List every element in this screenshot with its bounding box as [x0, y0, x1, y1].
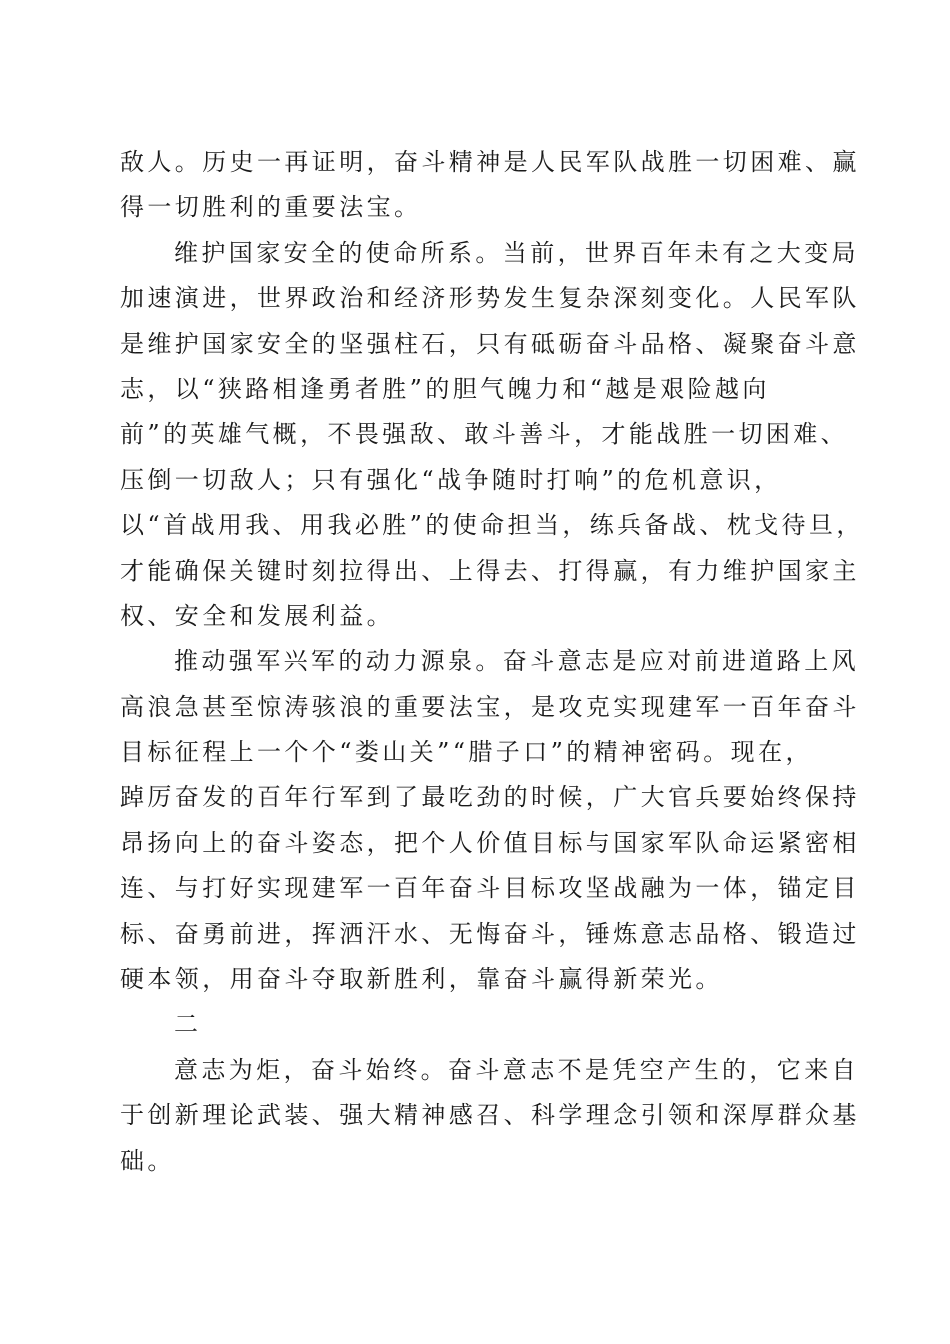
body-text — [120, 140, 864, 1184]
section-number: 二 — [174, 1010, 202, 1039]
text-line: 敌人。历史一再证明，奋斗精神是人民军队战胜一切困难、赢 — [120, 148, 860, 176]
text-line: 昂扬向上的奋斗姿态，把个人价值目标与国家军队命运紧密相 — [120, 828, 860, 857]
text-line: 础。 — [120, 1146, 175, 1175]
text-line: 以“首战用我、用我必胜”的使命担当，练兵备战、枕戈待旦， — [120, 511, 864, 540]
text-line: 压倒一切敌人；只有强化“战争随时打响”的危机意识， — [120, 465, 782, 494]
paragraph-heading-line: 维护国家安全的使命所系。当前，世界百年未有之大变局 — [174, 238, 859, 267]
paragraph-heading-line: 推动强军兴军的动力源泉。奋斗意志是应对前进道路上风 — [174, 647, 859, 676]
text-line: 于创新理论武装、强大精神感召、科学理念引领和深厚群众基 — [120, 1101, 860, 1130]
text-line: 得一切胜利的重要法宝。 — [120, 193, 422, 222]
text-line: 标、奋勇前进，挥洒汗水、无悔奋斗，锤炼意志品格、锻造过 — [120, 919, 860, 948]
text-line: 才能确保关键时刻拉得出、上得去、打得赢，有力维护国家主 — [120, 556, 860, 585]
text-line: 加速演进，世界政治和经济形势发生复杂深刻变化。人民军队 — [120, 284, 860, 313]
text-line: 高浪急甚至惊涛骇浪的重要法宝，是攻克实现建军一百年奋斗 — [120, 692, 860, 721]
text-line: 连、与打好实现建军一百年奋斗目标攻坚战融为一体，锚定目 — [120, 874, 860, 903]
text-line: 前”的英雄气概，不畏强敌、敢斗善斗，才能战胜一切困难、 — [120, 420, 849, 449]
text-line: 硬本领，用奋斗夺取新胜利，靠奋斗赢得新荣光。 — [120, 965, 723, 994]
paragraph-heading-line: 意志为炬，奋斗始终。奋斗意志不是凭空产生的，它来自 — [174, 1055, 859, 1084]
text-line: 踔厉奋发的百年行军到了最吃劲的时候，广大官兵要始终保持 — [120, 783, 860, 812]
text-line: 志，以“狭路相逢勇者胜”的胆气魄力和“越是艰险越向 — [120, 374, 770, 403]
text-line: 目标征程上一个个“娄山关”“腊子口”的精神密码。现在， — [120, 738, 813, 767]
text-line: 权、安全和发展利益。 — [120, 601, 394, 630]
text-line: 是维护国家安全的坚强柱石，只有砥砺奋斗品格、凝聚奋斗意 — [120, 329, 860, 358]
